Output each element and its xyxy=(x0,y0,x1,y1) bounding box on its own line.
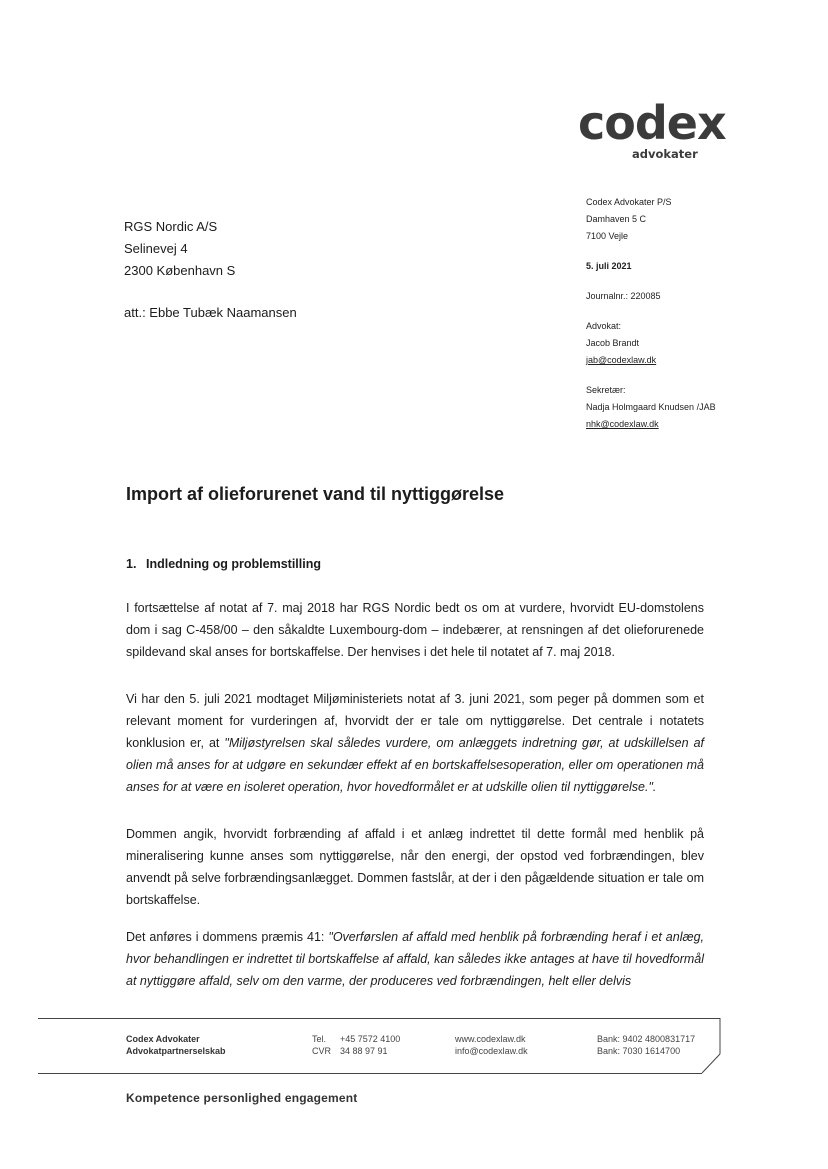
footer-cvr-label: CVR xyxy=(312,1046,332,1056)
journal-number: Journalnr.: 220085 xyxy=(586,291,661,301)
footer-contact xyxy=(312,1033,400,1057)
sender-city: 7100 Vejle xyxy=(586,231,629,241)
footer-company-sub: Advokatpartnerselskab xyxy=(126,1046,226,1056)
footer-divider-top xyxy=(38,1018,720,1019)
footer-bank-1: Bank: 9402 4800831717 xyxy=(597,1034,696,1044)
recipient-att: att.: Ebbe Tubæk Naamansen xyxy=(124,305,297,320)
footer-email-link[interactable]: info@codexlaw.dk xyxy=(455,1046,528,1056)
logo-wordmark: codex xyxy=(578,96,726,150)
sender-firm: Codex Advokater P/S xyxy=(586,197,672,207)
footer-company xyxy=(126,1033,226,1057)
footer-divider-bottom xyxy=(38,1073,702,1074)
paragraph-4-text: Det anføres i dommens præmis 41: xyxy=(126,930,329,944)
paragraph-3: Dommen angik, hvorvidt forbrænding af affald i et anlæg indrettet til dette formål med henblik på mineralisering kunne anses som nyttiggørelse, når den energi, der opstod ved forbrændingen, blev anvendt på selve forbrændingsanlægget. Dommen fastslår, at der i den pågældende situation er tale om bortskaffelse. xyxy=(126,827,704,907)
secretary-label: Sekretær: xyxy=(586,385,626,395)
recipient-street: Selinevej 4 xyxy=(124,241,188,256)
lawyer-name: Jacob Brandt xyxy=(586,338,640,348)
lawyer-label: Advokat: xyxy=(586,321,622,331)
section-heading-text: Indledning og problemstilling xyxy=(146,557,321,571)
section-heading xyxy=(126,556,321,572)
footer-corner-shape xyxy=(700,1018,722,1075)
footer-tagline: Kompetence personlighed engagement xyxy=(126,1091,358,1105)
secretary-name: Nadja Holmgaard Knudsen /JAB xyxy=(586,402,716,412)
footer-bank-2: Bank: 7030 1614700 xyxy=(597,1046,681,1056)
paragraph-4 xyxy=(126,926,704,992)
paragraph-2-text: Vi har den 5. juli 2021 modtaget Miljøministeriets notat af 3. juni 2021, som peger på dommen som et relevant moment for vurderingen af, hvorvidt der er tale om nyttiggørelse. Det centrale i notatets konklusion er, at xyxy=(126,692,704,750)
sender-street: Damhaven 5 C xyxy=(586,214,647,224)
footer-company-name: Codex Advokater xyxy=(126,1034,200,1044)
document-title: Import af olieforurenet vand til nyttiggørelse xyxy=(126,484,505,504)
footer-cvr: 34 88 97 91 xyxy=(340,1046,388,1056)
paragraph-2 xyxy=(126,688,704,798)
letter-date: 5. juli 2021 xyxy=(586,261,632,271)
lawyer-email-link[interactable]: jab@codexlaw.dk xyxy=(586,355,657,365)
footer-tel: +45 7572 4100 xyxy=(340,1034,401,1044)
footer-website-link[interactable]: www.codexlaw.dk xyxy=(455,1034,526,1044)
paragraph-4-quote: "Overførslen af affald med henblik på forbrænding heraf i et anlæg, hvor behandlingen er indrettet til bortskaffelse af affald, kan således ikke antages at have til hovedformål at nyttiggøre affald, selv om den varme, der produceres ved forbrændingen, helt eller delvis xyxy=(126,930,705,988)
footer-web xyxy=(455,1033,528,1057)
logo-subtitle: advokater xyxy=(632,147,698,161)
recipient-address xyxy=(124,216,235,282)
recipient-name: RGS Nordic A/S xyxy=(124,219,218,234)
sender-block xyxy=(586,194,716,433)
footer-tel-label: Tel. xyxy=(312,1034,327,1044)
section-number: 1. xyxy=(126,557,137,571)
paragraph-1: I fortsættelse af notat af 7. maj 2018 har RGS Nordic bedt os om at vurdere, hvorvidt EU-domstolens dom i sag C-458/00 – den såkaldte Luxembourg-dom – indebærer, at rensningen af det olieforurenede spildevand skal anses for bortskaffelse. Der henvises i det hele til notatet af 7. maj 2018. xyxy=(126,601,704,659)
footer-bank xyxy=(597,1033,695,1057)
secretary-email-link[interactable]: nhk@codexlaw.dk xyxy=(586,419,659,429)
paragraph-2-quote: "Miljøstyrelsen skal således vurdere, om anlæggets indretning gør, at udskillelsen af olien må anses for at udgøre en sekundær effekt af en bortskaffelsesoperation, eller om operationen må anses for at være en isoleret operation, hvor hovedformålet er at udskille olien til nyttiggørelse.". xyxy=(126,736,705,794)
recipient-city: 2300 København S xyxy=(124,263,236,278)
